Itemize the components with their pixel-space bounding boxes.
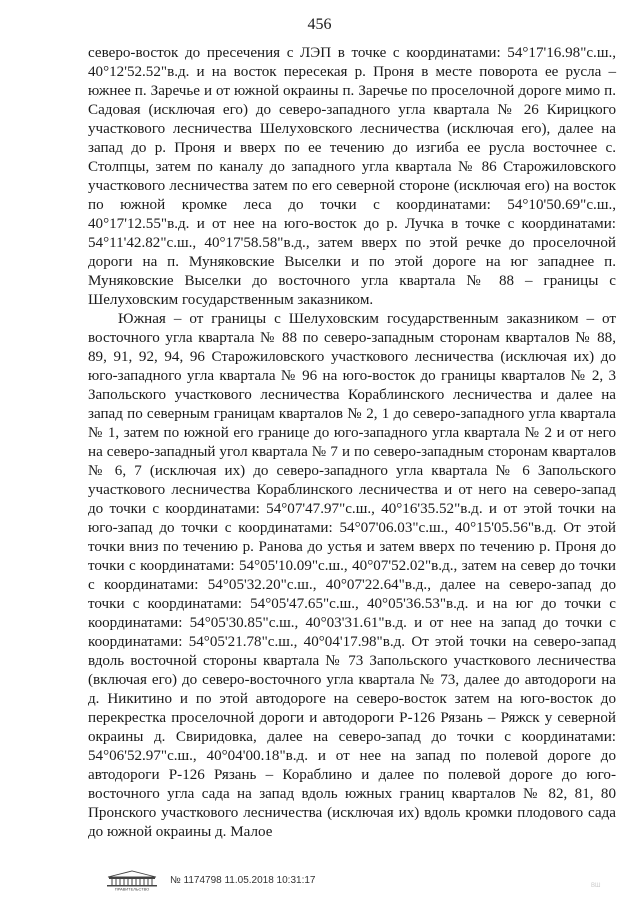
paragraph-boundary-south: Южная – от границы с Шелуховским государственным заказником – от восточного угла квартала № 88 по северо-западным сторонам кварталов № 88, 89, 91, 92, 94, 96 Старожиловского участкового лесничества (исключая их) до юго-западного угла квартала № 96 на юго-восток до границы кварталов № 2, 3 Запольского участкового лесничества Кораблинского лесничества и далее на запад по северным границам кварталов № 2, 1 до северо-западного угла квартала № 1, затем по южной его границе до юго-западного угла квартала № 2 и от него на северо-западный угол квартала № 7 и по северо-западным сторонам кварталов № 6, 7 (исключая их) до северо-западного угла квартала № 6 Запольского участкового лесничества Кораблинского лесничества и от него на северо-запад до точки с координатами: 54°07'47.97"с.ш., 40°16'35.52"в.д. и от этой точки на юго-запад до точки с координатами: 54°07'06.03"с.ш., 40°15'05.56"в.д. От этой точки вниз по течению р. Ранова до устья и затем вверх по течению р. Проня до точки с координатами: 54°05'10.09"с.ш., 40°07'52.02"в.д., затем на север до точки с координатами: 54°05'32.20"с.ш., 40°07'22.64"в.д., далее на северо-запад до точки с координатами: 54°05'47.65"с.ш., 40°05'36.53"в.д. и на юг до точки с координатами: 54°05'30.85"с.ш., 40°03'31.61"в.д. и от нее на запад до точки с координатами: 54°05'21.78"с.ш., 40°04'17.98"в.д. От этой точки на северо-запад вдоль восточной стороны квартала № 73 Запольского участкового лесничества (включая его) до северо-восточного угла квартала № 73, далее до автодороги на д. Никитино и по этой автодороге на северо-восток затем на юго-восток до перекрестка проселочной дороги и автодороги Р-126 Рязань – Ряжск у северной окраины д. Свиридовка, далее на северо-запад до точки с координатами: 54°06'52.97"с.ш., 40°04'00.18"в.д. и от нее на запад по полевой дороге до автодороги Р-126 Рязань – Кораблино и далее по полевой дороге до юго-восточного угла сада на запад вдоль южных границ кварталов № 82, 81, 80 Пронского участкового лесничества (исключая их) вдоль кромки плодового сада до южной окраины д. Малое (88, 311, 616, 840)
document-stamp: № 1174798 11.05.2018 10:31:17 (170, 874, 316, 886)
page-number: 456 (307, 16, 332, 33)
document-body (88, 44, 616, 842)
document-footer (100, 869, 315, 891)
government-building-logo (100, 869, 164, 891)
logo-caption: ПРАВИТЕЛЬСТВО (114, 886, 150, 891)
scan-mark: ВШ (591, 883, 601, 889)
paragraph-boundary-north-end: северо-восток до пресечения с ЛЭП в точке с координатами: 54°17'16.98"с.ш., 40°12'52.52"в.д. и на восток пересекая р. Проня в месте поворота ее русла – южнее п. Заречье и от южной окраины п. Заречье по проселочной дороге мимо п. Садовая (исключая его) до северо-западного угла квартала № 26 Кирицкого участкового лесничества Шелуховского лесничества (исключая его), далее на запад до р. Проня и вверх по ее течению до изгиба ее русла восточнее с. Столпцы, затем по каналу до западного угла квартала № 86 Старожиловского участкового лесничества затем по его северной стороне (исключая его) на восток по южной кромке леса до точки с координатами: 54°10'50.69"с.ш., 40°17'12.55"в.д. и от нее на юго-восток до р. Лучка в точке с координатами: 54°11'42.82"с.ш., 40°17'58.58"в.д., затем вверх по этой речке до проселочной дороги на п. Муняковские Выселки и по этой дороге на юг западнее п. Муняковские Выселки до восточного угла квартала № 88 – границы с Шелуховским государственным заказником. (88, 45, 616, 308)
